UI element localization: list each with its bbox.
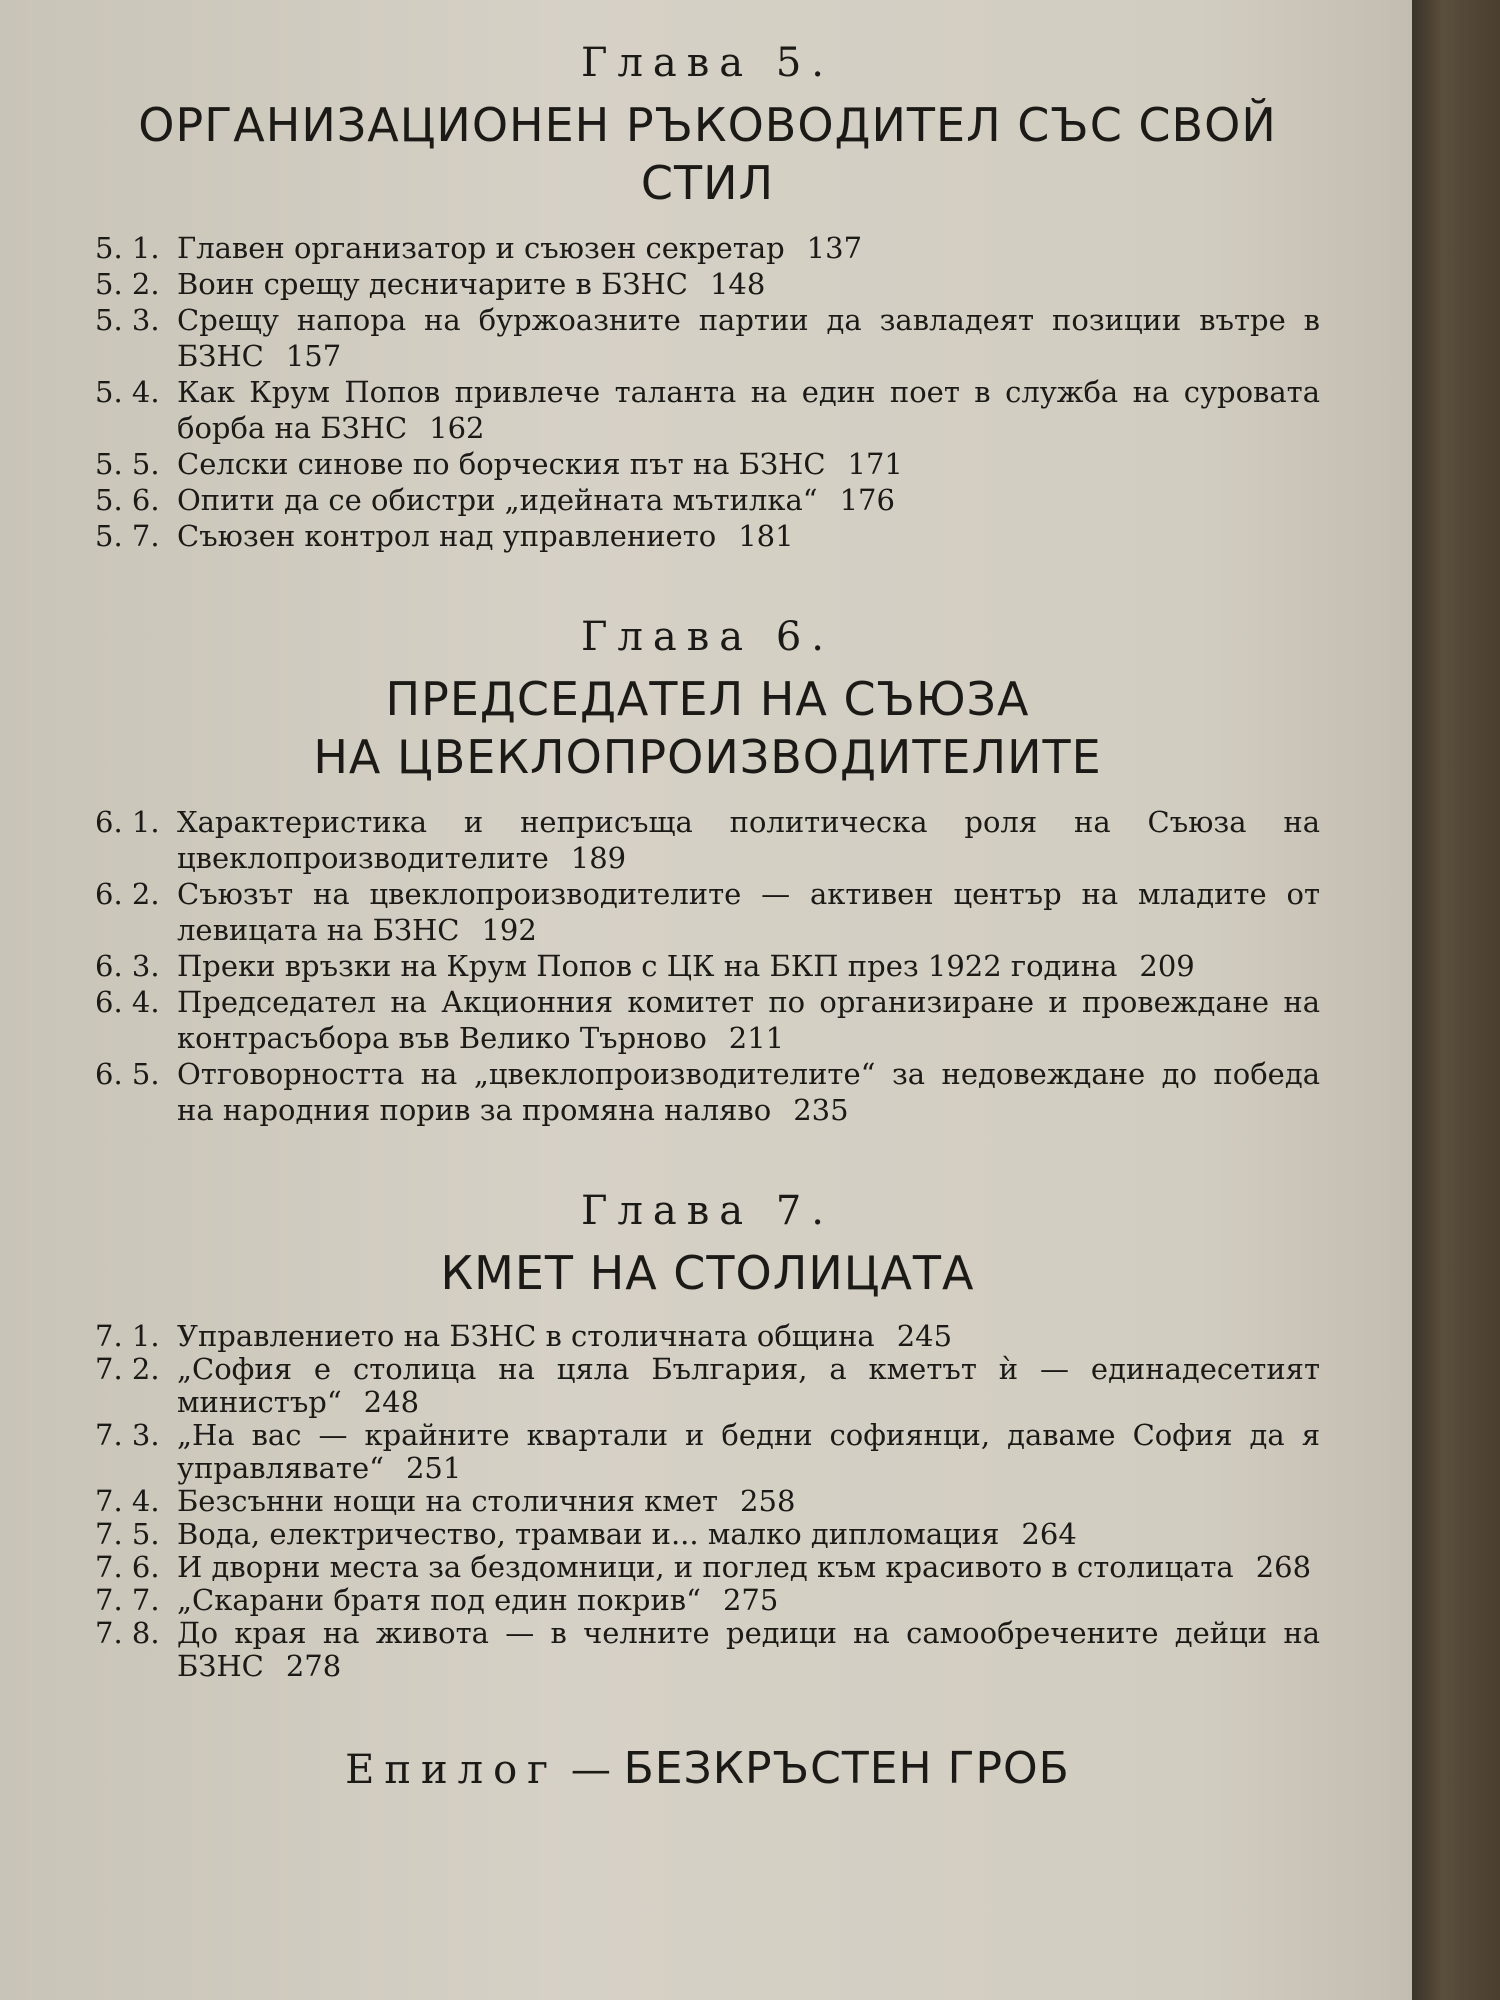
entry-page: 181 bbox=[738, 519, 794, 553]
chapter-title-line: ПРЕДСЕДАТЕЛ НА СЪЮЗА bbox=[385, 672, 1030, 726]
entry-text: „Скарани братя под един покрив“ bbox=[177, 1583, 701, 1617]
section-list bbox=[95, 230, 1320, 554]
entry-text: Как Крум Попов привлече таланта на един поет в служба на суровата борба на БЗНС bbox=[177, 375, 1320, 445]
entry-page: 264 bbox=[1021, 1517, 1077, 1551]
entry-number: 6. 2. bbox=[95, 877, 160, 911]
toc-entry bbox=[95, 804, 1320, 876]
entry-number: 7. 3. bbox=[95, 1418, 160, 1452]
entry-number: 6. 1. bbox=[95, 805, 160, 839]
toc-entry bbox=[95, 1485, 1320, 1518]
entry-number: 5. 5. bbox=[95, 447, 160, 481]
entry-number: 5. 7. bbox=[95, 519, 160, 553]
section-list bbox=[95, 804, 1320, 1128]
entry-text: Опити да се обистри „идейната мътилка“ bbox=[177, 483, 818, 517]
entry-number: 7. 2. bbox=[95, 1352, 160, 1386]
entry-text: Председател на Акционния комитет по организиране и провеждане на контрасъбора във Велико Търново bbox=[177, 985, 1320, 1055]
entry-page: 278 bbox=[285, 1649, 342, 1683]
entry-text: До края на живота — в челните редици на самообречените дейци на БЗНС bbox=[177, 1616, 1320, 1683]
entry-number: 6. 3. bbox=[95, 949, 160, 983]
entry-page: 148 bbox=[709, 267, 766, 301]
chapter-6 bbox=[95, 614, 1320, 1128]
entry-text: „София е столица на цяла България, а кметът ѝ — единадесетият министър“ bbox=[177, 1352, 1320, 1419]
entry-page: 137 bbox=[806, 231, 863, 265]
entry-number: 5. 6. bbox=[95, 483, 160, 517]
entry-number: 7. 6. bbox=[95, 1550, 160, 1584]
toc-entry bbox=[95, 1056, 1320, 1128]
entry-number: 6. 4. bbox=[95, 985, 160, 1019]
toc-entry bbox=[95, 302, 1320, 374]
chapter-5 bbox=[95, 40, 1320, 554]
entry-number: 7. 8. bbox=[95, 1616, 160, 1650]
chapter-label: Глава 5. bbox=[581, 40, 834, 86]
toc-entry bbox=[95, 518, 1320, 554]
chapter-title: ОРГАНИЗАЦИОНЕН РЪКОВОДИТЕЛ СЪС СВОЙ СТИЛ bbox=[138, 98, 1277, 210]
epilog-label: Епилог bbox=[345, 1747, 559, 1793]
toc-entry bbox=[95, 446, 1320, 482]
entry-page: 275 bbox=[722, 1583, 779, 1617]
entry-number: 7. 5. bbox=[95, 1517, 160, 1551]
toc-entry bbox=[95, 876, 1320, 948]
entry-number: 5. 1. bbox=[95, 231, 160, 265]
entry-text: Управлението на БЗНС в столичната община bbox=[177, 1319, 875, 1353]
entry-page: 248 bbox=[363, 1385, 420, 1419]
entry-page: 258 bbox=[740, 1484, 796, 1518]
entry-page: 162 bbox=[429, 411, 485, 445]
toc-entry bbox=[95, 1353, 1320, 1419]
toc-entry bbox=[95, 1584, 1320, 1617]
entry-text: Воин срещу десничарите в БЗНС bbox=[177, 267, 688, 301]
entry-number: 7. 4. bbox=[95, 1484, 160, 1518]
epilog-title: БЕЗКРЪСТЕН ГРОБ bbox=[623, 1743, 1070, 1794]
toc-entry bbox=[95, 1419, 1320, 1485]
entry-text: Вода, електричество, трамваи и... малко дипломация bbox=[177, 1517, 1000, 1551]
entry-page: 245 bbox=[896, 1319, 953, 1353]
entry-page: 251 bbox=[405, 1451, 462, 1485]
entry-page: 209 bbox=[1139, 949, 1195, 983]
toc-entry bbox=[95, 1551, 1320, 1584]
chapter-title: КМЕТ НА СТОЛИЦАТА bbox=[440, 1246, 975, 1300]
entry-page: 211 bbox=[728, 1021, 785, 1055]
entry-number: 7. 1. bbox=[95, 1319, 160, 1353]
entry-page: 268 bbox=[1255, 1550, 1312, 1584]
toc-entry bbox=[95, 482, 1320, 518]
entry-number: 5. 3. bbox=[95, 303, 160, 337]
epilog-heading bbox=[95, 1743, 1320, 1794]
chapter-7 bbox=[95, 1188, 1320, 1683]
entry-page: 171 bbox=[847, 447, 903, 481]
toc-entry bbox=[95, 374, 1320, 446]
entry-number: 5. 2. bbox=[95, 267, 160, 301]
entry-text: Безсънни нощи на столичния кмет bbox=[177, 1484, 719, 1518]
entry-page: 157 bbox=[285, 339, 342, 373]
chapter-label: Глава 6. bbox=[581, 614, 834, 660]
entry-text: Характеристика и неприсъща политическа роля на Съюза на цвеклопроизводителите bbox=[177, 805, 1320, 875]
toc-entry bbox=[95, 984, 1320, 1056]
toc-entry bbox=[95, 1320, 1320, 1353]
entry-text: Съюзът на цвеклопроизводителите — активен център на младите от левицата на БЗНС bbox=[177, 877, 1320, 947]
chapter-label: Глава 7. bbox=[581, 1188, 834, 1234]
entry-text: Отговорността на „цвеклопроизводителите“ за недовеждане до победа на народния порив за промяна наляво bbox=[177, 1057, 1320, 1127]
entry-page: 176 bbox=[839, 483, 895, 517]
epilog-dash: — bbox=[570, 1747, 611, 1793]
entry-page: 192 bbox=[481, 913, 537, 947]
entry-text: Главен организатор и съюзен секретар bbox=[177, 231, 785, 265]
toc-entry bbox=[95, 1617, 1320, 1683]
entry-page: 235 bbox=[793, 1093, 849, 1127]
entry-number: 5. 4. bbox=[95, 375, 160, 409]
toc-entry bbox=[95, 948, 1320, 984]
book-spine bbox=[1412, 0, 1500, 2000]
entry-text: Срещу напора на буржоазните партии да завладеят позиции вътре в БЗНС bbox=[177, 303, 1320, 373]
entry-text: „На вас — крайните квартали и бедни софиянци, даваме София да я управлявате“ bbox=[177, 1418, 1320, 1485]
toc-entry bbox=[95, 1518, 1320, 1551]
entry-number: 6. 5. bbox=[95, 1057, 160, 1091]
chapter-title-line: НА ЦВЕКЛОПРОИЗВОДИТЕЛИТЕ bbox=[313, 730, 1102, 784]
table-of-contents bbox=[95, 40, 1320, 1794]
toc-entry bbox=[95, 266, 1320, 302]
entry-text: Селски синове по борческия път на БЗНС bbox=[177, 447, 826, 481]
toc-entry bbox=[95, 230, 1320, 266]
chapter-title bbox=[95, 670, 1320, 786]
section-list bbox=[95, 1320, 1320, 1683]
entry-text: Съюзен контрол над управлението bbox=[177, 519, 717, 553]
entry-page: 189 bbox=[570, 841, 627, 875]
entry-number: 7. 7. bbox=[95, 1583, 160, 1617]
entry-text: Преки връзки на Крум Попов с ЦК на БКП през 1922 година bbox=[177, 949, 1118, 983]
entry-text: И дворни места за бездомници, и поглед към красивото в столицата bbox=[177, 1550, 1234, 1584]
